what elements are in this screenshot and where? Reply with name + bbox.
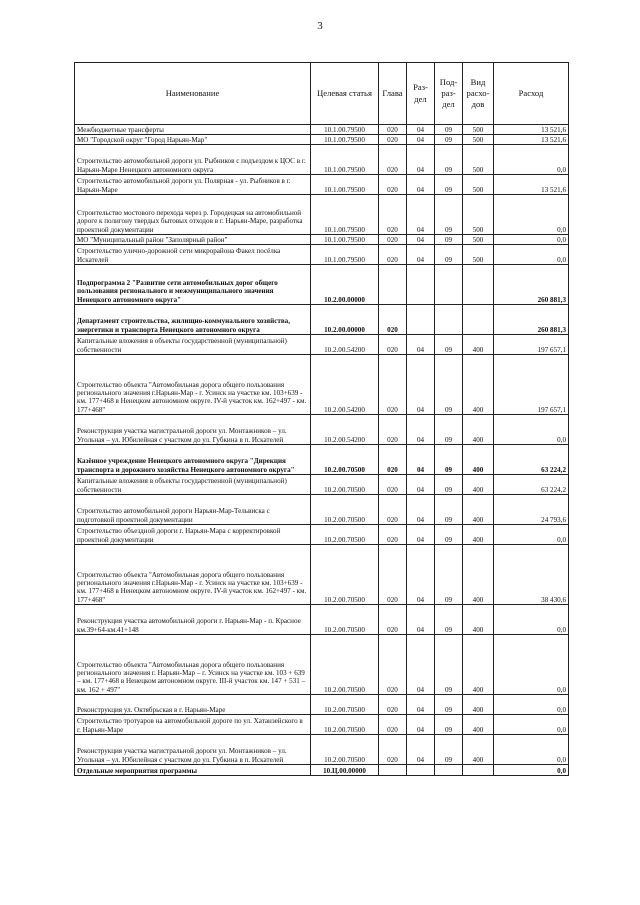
cell-target-article: 10.2.00.70500 [311,735,379,765]
table-row [75,305,569,335]
cell-glava: 020 [379,475,407,495]
cell-name: Строительство автомобильной дороги ул. Рыбников с подъездом к ЦОС в г. Нарьян-Маре Ненецкого автономного округа [75,145,311,175]
cell-target-article: 10.Ц.00.00000 [311,765,379,776]
cell-podrazdel: 09 [435,445,463,475]
cell-expense-type: 500 [463,195,494,235]
cell-glava: 020 [379,305,407,335]
cell-razdel: 04 [407,525,435,545]
cell-glava: 020 [379,635,407,695]
cell-expense: 260 881,3 [494,305,569,335]
table-body [75,125,569,776]
cell-razdel: 04 [407,415,435,445]
cell-expense: 24 793,6 [494,495,569,525]
cell-podrazdel: 09 [435,545,463,605]
cell-razdel: 04 [407,335,435,355]
table-row [75,475,569,495]
table-row [75,265,569,305]
cell-expense-type: 500 [463,145,494,175]
cell-target-article: 10.2.00.70500 [311,525,379,545]
cell-razdel: 04 [407,125,435,135]
cell-razdel: 04 [407,635,435,695]
cell-expense-type: 400 [463,735,494,765]
cell-target-article: 10.2.00.70500 [311,715,379,735]
cell-name: МО "Городской округ "Город Нарьян-Мар" [75,135,311,145]
table-row [75,245,569,265]
cell-expense: 38 430,6 [494,545,569,605]
cell-name: Строительство объекта "Автомобильная дорога общего пользования регионального значения г.Нарьян-Мар - г. Усинск на участке км. 103+639 - км. 177+468 в Ненецком автономном округе. IV-й участок км. 162+497 - км. 177+468" [75,545,311,605]
cell-razdel: 04 [407,715,435,735]
cell-expense-type: 500 [463,235,494,245]
cell-expense-type [463,265,494,305]
table-row [75,495,569,525]
cell-target-article: 10.2.00.70500 [311,545,379,605]
cell-glava: 020 [379,445,407,475]
cell-razdel: 04 [407,235,435,245]
cell-glava [379,765,407,776]
cell-expense-type: 400 [463,335,494,355]
cell-razdel: 04 [407,605,435,635]
cell-razdel [407,765,435,776]
table-row [75,415,569,445]
cell-glava: 020 [379,245,407,265]
cell-razdel: 04 [407,145,435,175]
cell-glava: 020 [379,715,407,735]
cell-razdel: 04 [407,495,435,525]
cell-podrazdel: 09 [435,235,463,245]
cell-razdel: 04 [407,445,435,475]
cell-target-article: 10.2.00.70500 [311,695,379,715]
header-expense-type: Вид расхо- дов [463,63,494,125]
cell-name: МО "Муниципальный район "Заполярный район" [75,235,311,245]
cell-expense-type: 400 [463,475,494,495]
cell-glava: 020 [379,605,407,635]
cell-target-article: 10.1.00.79500 [311,245,379,265]
cell-glava: 020 [379,335,407,355]
cell-expense-type: 400 [463,525,494,545]
table-row [75,735,569,765]
cell-expense: 0,0 [494,605,569,635]
cell-podrazdel: 09 [435,475,463,495]
cell-expense-type: 400 [463,415,494,445]
table-row [75,605,569,635]
cell-expense-type: 400 [463,445,494,475]
cell-glava: 020 [379,135,407,145]
cell-podrazdel: 09 [435,145,463,175]
header-glava: Глава [379,63,407,125]
cell-glava: 020 [379,545,407,605]
cell-razdel: 04 [407,475,435,495]
table-row [75,335,569,355]
cell-razdel: 04 [407,195,435,235]
cell-podrazdel: 09 [435,735,463,765]
cell-name: Строительство мостового перехода через р. Городецкая на автомобильной дороге к полигону твердых бытовых отходов в г. Нарьян-Маре, разработка проектной документации [75,195,311,235]
cell-name: Строительство объекта "Автомобильная дорога общего пользования регионального значения г. Нарьян-Мар – г. Усинск на участке км. 103 + 639 – км. 177+468 в Ненецком автономном округе. III-й участок км. 147 + 531 – км. 162 + 497" [75,635,311,695]
cell-podrazdel: 09 [435,355,463,415]
cell-target-article: 10.2.00.70500 [311,495,379,525]
cell-podrazdel: 09 [435,125,463,135]
cell-expense-type: 400 [463,355,494,415]
cell-podrazdel: 09 [435,695,463,715]
cell-name: Строительство автомобильной дороги ул. Полярная - ул. Рыбников в г. Нарьян-Маре [75,175,311,195]
cell-expense-type: 400 [463,715,494,735]
table-row [75,545,569,605]
table-row [75,235,569,245]
cell-podrazdel: 09 [435,635,463,695]
cell-target-article: 10.1.00.79500 [311,235,379,245]
cell-target-article: 10.1.00.79500 [311,195,379,235]
cell-expense-type: 400 [463,695,494,715]
cell-target-article: 10.2.00.00000 [311,305,379,335]
header-expense: Расход [494,63,569,125]
cell-name: Капитальные вложения в объекты государственной (муниципальной) собственности [75,335,311,355]
cell-name: Межбюджетные трансферты [75,125,311,135]
cell-glava: 020 [379,495,407,525]
cell-podrazdel [435,265,463,305]
table-row [75,145,569,175]
cell-name: Строительство улично-дорожной сети микрорайона Факел посёлка Искателей [75,245,311,265]
cell-expense: 63 224,2 [494,445,569,475]
cell-expense-type [463,765,494,776]
cell-razdel: 04 [407,135,435,145]
cell-target-article: 10.2.00.70500 [311,635,379,695]
cell-target-article: 10.2.00.00000 [311,265,379,305]
cell-target-article: 10.1.00.79500 [311,175,379,195]
cell-podrazdel [435,765,463,776]
cell-razdel: 04 [407,355,435,415]
cell-name: Реконструкция участка автомобильной дороги г. Нарьян-Мар - п. Красное км.39+64-км.41+148 [75,605,311,635]
cell-name: Капитальные вложения в объекты государственной (муниципальной) собственности [75,475,311,495]
header-razdel: Раз- дел [407,63,435,125]
cell-expense: 13 521,6 [494,125,569,135]
cell-expense: 197 657,1 [494,335,569,355]
cell-expense: 0,0 [494,245,569,265]
page-number: 3 [317,20,323,32]
cell-glava: 020 [379,525,407,545]
table-row [75,445,569,475]
table-row [75,525,569,545]
cell-podrazdel: 09 [435,245,463,265]
cell-target-article: 10.2.00.70500 [311,605,379,635]
cell-podrazdel: 09 [435,605,463,635]
table-row [75,635,569,695]
cell-podrazdel: 09 [435,195,463,235]
cell-glava: 020 [379,145,407,175]
cell-expense-type: 400 [463,545,494,605]
cell-expense: 0,0 [494,195,569,235]
cell-expense-type [463,305,494,335]
cell-expense: 0,0 [494,695,569,715]
table-row [75,195,569,235]
cell-glava: 020 [379,125,407,135]
header-target-article: Целевая статья [311,63,379,125]
cell-expense-type: 400 [463,605,494,635]
cell-podrazdel: 09 [435,525,463,545]
cell-razdel: 04 [407,175,435,195]
cell-glava: 020 [379,175,407,195]
cell-podrazdel: 09 [435,715,463,735]
cell-razdel: 04 [407,695,435,715]
cell-name: Подпрограмма 2 "Развитие сети автомобильных дорог общего пользования регионального и межмуниципального значения Ненецкого автономного округа" [75,265,311,305]
cell-expense: 197 657,1 [494,355,569,415]
cell-name: Реконструкция ул. Октябрьская в г. Нарьян-Маре [75,695,311,715]
cell-target-article: 10.2.00.70500 [311,475,379,495]
cell-podrazdel: 09 [435,415,463,445]
table-row [75,175,569,195]
cell-target-article: 10.2.00.54200 [311,415,379,445]
cell-glava: 020 [379,195,407,235]
table-row [75,695,569,715]
cell-expense: 13 521,6 [494,135,569,145]
cell-podrazdel: 09 [435,335,463,355]
cell-target-article: 10.2.00.54200 [311,335,379,355]
cell-name: Отдельные мероприятия программы [75,765,311,776]
cell-podrazdel [435,305,463,335]
cell-name: Департамент строительства, жилищно-коммунального хозяйства, энергетики и транспорта Ненецкого автономного округа [75,305,311,335]
cell-name: Строительство автомобильной дороги Нарьян-Мар-Тельвиска с подготовкой проектной документации [75,495,311,525]
table-row [75,125,569,135]
cell-glava [379,265,407,305]
cell-expense: 0,0 [494,235,569,245]
cell-expense: 0,0 [494,735,569,765]
budget-table [74,62,569,776]
cell-razdel: 04 [407,735,435,765]
cell-expense-type: 500 [463,135,494,145]
cell-name: Строительство объекта "Автомобильная дорога общего пользования регионального значения г.Нарьян-Мар - г. Усинск на участке км. 103+639 - км. 177+468 в Ненецком автономном округе. IV-й участок км. 162+497 - км. 177+468" [75,355,311,415]
table-row [75,355,569,415]
cell-expense-type: 500 [463,245,494,265]
table-row [75,135,569,145]
cell-glava: 020 [379,235,407,245]
cell-glava: 020 [379,695,407,715]
table-row [75,715,569,735]
cell-target-article: 10.1.00.79500 [311,125,379,135]
cell-razdel: 04 [407,245,435,265]
cell-expense: 0,0 [494,525,569,545]
cell-expense: 0,0 [494,765,569,776]
cell-target-article: 10.2.00.54200 [311,355,379,415]
header-podrazdel: Под- раз- дел [435,63,463,125]
cell-expense: 0,0 [494,415,569,445]
cell-podrazdel: 09 [435,495,463,525]
cell-razdel [407,265,435,305]
cell-razdel: 04 [407,545,435,605]
cell-expense: 260 881,3 [494,265,569,305]
header-name: Наименование [75,63,311,125]
cell-podrazdel: 09 [435,175,463,195]
cell-expense: 0,0 [494,145,569,175]
cell-glava: 020 [379,355,407,415]
cell-expense-type: 500 [463,125,494,135]
cell-name: Казённое учреждение Ненецкого автономного округа "Дирекция транспорта и дорожного хозяйства Ненецкого автономного округа" [75,445,311,475]
table-row [75,765,569,776]
cell-podrazdel: 09 [435,135,463,145]
cell-name: Реконструкция участка магистральной дороги ул. Монтажников – ул. Угольная – ул. Юбилейная с участком до ул. Губкина в п. Искателей [75,735,311,765]
cell-name: Строительство объездной дороги г. Нарьян-Мара с корректировкой проектной документации [75,525,311,545]
cell-glava: 020 [379,415,407,445]
cell-expense: 0,0 [494,715,569,735]
table-header-row [75,63,569,125]
cell-glava: 020 [379,735,407,765]
cell-razdel [407,305,435,335]
cell-expense-type: 500 [463,175,494,195]
cell-expense-type: 400 [463,495,494,525]
cell-name: Реконструкция участка магистральной дороги ул. Монтажников – ул. Угольная – ул. Юбилейная с участком до ул. Губкина в п. Искателей [75,415,311,445]
cell-name: Строительство тротуаров на автомобильной дороге по ул. Хатанзейского в г. Нарьян-Маре [75,715,311,735]
cell-target-article: 10.1.00.79500 [311,145,379,175]
cell-target-article: 10.1.00.79500 [311,135,379,145]
cell-expense: 13 521,6 [494,175,569,195]
cell-expense-type: 400 [463,635,494,695]
cell-expense: 0,0 [494,635,569,695]
cell-expense: 63 224,2 [494,475,569,495]
cell-target-article: 10.2.00.70500 [311,445,379,475]
